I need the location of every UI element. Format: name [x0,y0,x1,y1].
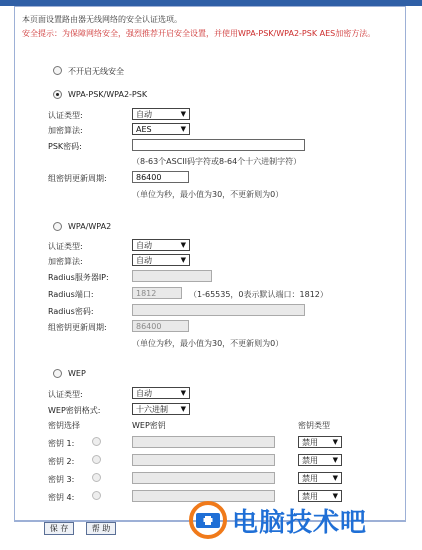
radio-wpa[interactable] [53,222,62,231]
wep-key-3-label: 密钥 3: [48,475,75,484]
no-security-label: 不开启无线安全 [68,67,124,76]
psk-password-label: PSK密码: [48,142,82,151]
radius-password-input[interactable] [132,304,305,316]
wep-title: WEP [68,369,86,378]
wpa-psk-auth-label: 认证类型: [48,111,83,120]
chevron-down-icon: ▼ [180,125,186,133]
wep-key-4-type-value: 禁用 [302,492,318,501]
radius-port-input[interactable]: 1812 [132,287,182,299]
wep-auth-select[interactable] [132,387,190,399]
wep-col-select: 密钥选择 [48,421,80,430]
radius-port-hint: （1-65535，0表示默认端口：1812） [189,290,328,299]
wpa-psk-enc-select[interactable] [132,123,190,135]
wep-key-1-type-value: 禁用 [302,438,318,447]
radius-port-label: Radius端口: [48,290,94,299]
wep-key-2-radio[interactable] [92,455,101,464]
wep-key-2-label: 密钥 2: [48,457,75,466]
wep-key-3-input[interactable] [132,472,275,484]
help-button[interactable]: 帮 助 [86,522,116,535]
radio-wpa-psk[interactable] [53,90,62,99]
wpa-auth-value: 自动 [136,241,152,250]
chevron-down-icon: ▼ [180,389,186,397]
wpa-renew-label: 组密钥更新周期: [48,323,107,332]
wpa-psk-auth-value: 自动 [136,110,152,119]
wpa-psk-auth-select[interactable] [132,108,190,120]
wpa-title: WPA/WPA2 [68,222,112,231]
radius-password-label: Radius密码: [48,307,94,316]
wep-col-type: 密钥类型 [298,421,330,430]
chevron-down-icon: ▼ [180,256,186,264]
wpa-enc-label: 加密算法: [48,257,83,266]
wep-key-2-input[interactable] [132,454,275,466]
wep-auth-label: 认证类型: [48,390,83,399]
save-button[interactable]: 保 存 [44,522,74,535]
psk-hint: （8-63个ASCII码字符或8-64个十六进制字符） [132,157,302,166]
page-intro: 本页面设置路由器无线网络的安全认证选项。 [22,15,182,24]
wpa-psk-renew-label: 组密钥更新周期: [48,174,107,183]
wep-format-value: 十六进制 [136,405,168,414]
chevron-down-icon: ▼ [332,456,338,464]
wep-key-4-radio[interactable] [92,491,101,500]
wep-key-3-radio[interactable] [92,473,101,482]
radio-no-security[interactable] [53,66,62,75]
chevron-down-icon: ▼ [180,110,186,118]
wpa-psk-title: WPA-PSK/WPA2-PSK [68,90,148,99]
radius-ip-input[interactable] [132,270,212,282]
wep-key-2-type-value: 禁用 [302,456,318,465]
wpa-psk-renew-input[interactable]: 86400 [132,171,189,183]
wpa-psk-enc-label: 加密算法: [48,126,83,135]
wpa-auth-select[interactable] [132,239,190,251]
wpa-enc-select[interactable] [132,254,190,266]
wep-key-4-label: 密钥 4: [48,493,75,502]
psk-password-input[interactable] [132,139,305,151]
radio-wep[interactable] [53,369,62,378]
wep-key-1-type-select[interactable] [298,436,342,448]
chevron-down-icon: ▼ [180,405,186,413]
wep-key-2-type-select[interactable] [298,454,342,466]
wpa-auth-label: 认证类型: [48,242,83,251]
chevron-down-icon: ▼ [332,474,338,482]
wpa-psk-enc-value: AES [136,125,152,134]
wep-col-key: WEP密钥 [132,421,166,430]
watermark-text: 电脑技术吧 [232,508,368,538]
wpa-renew-hint: （单位为秒，最小值为30，不更新则为0） [132,339,284,348]
wep-key-1-input[interactable] [132,436,275,448]
wep-auth-value: 自动 [136,389,152,398]
wep-format-label: WEP密钥格式: [48,406,101,415]
radius-ip-label: Radius服务器IP: [48,273,109,282]
wpa-renew-input[interactable]: 86400 [132,320,189,332]
wpa-enc-value: 自动 [136,256,152,265]
wep-format-select[interactable] [132,403,190,415]
watermark-logo-icon [188,500,228,540]
chevron-down-icon: ▼ [332,438,338,446]
wpa-psk-renew-hint: （单位为秒，最小值为30，不更新则为0） [132,190,284,199]
security-warning: 安全提示：为保障网络安全，强烈推荐开启安全设置，并使用WPA-PSK/WPA2-PSK AES加密方法。 [22,29,376,38]
chevron-down-icon: ▼ [332,492,338,500]
wep-key-1-radio[interactable] [92,437,101,446]
wep-key-3-type-select[interactable] [298,472,342,484]
wep-key-4-type-select[interactable] [298,490,342,502]
wep-key-1-label: 密钥 1: [48,439,75,448]
chevron-down-icon: ▼ [180,241,186,249]
wep-key-3-type-value: 禁用 [302,474,318,483]
